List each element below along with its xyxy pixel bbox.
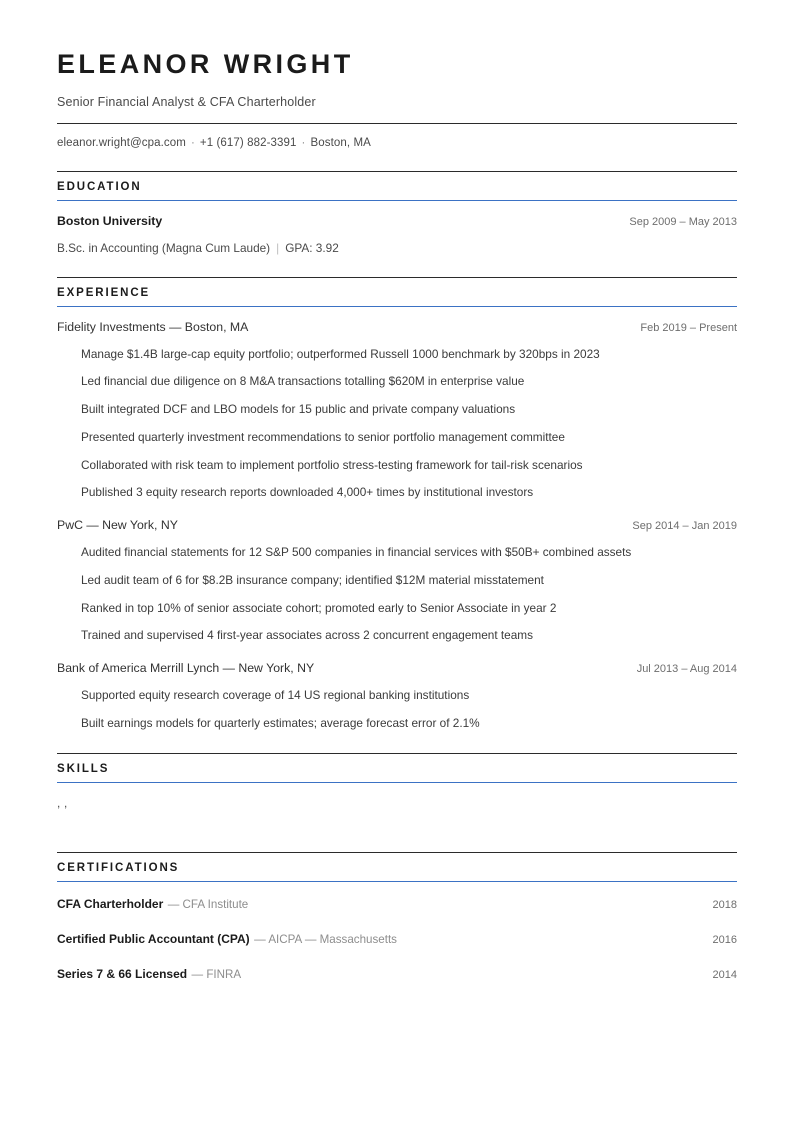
experience-date: Feb 2019 – Present bbox=[640, 321, 737, 334]
education-gpa: GPA: 3.92 bbox=[285, 240, 339, 255]
section-certifications bbox=[57, 852, 737, 983]
experience-entry-head bbox=[57, 518, 737, 532]
certification-issuer: — FINRA bbox=[191, 967, 242, 981]
experience-entry bbox=[57, 320, 737, 500]
contact-separator-1: · bbox=[190, 136, 195, 149]
experience-date: Jul 2013 – Aug 2014 bbox=[636, 663, 737, 676]
bullet-item: Trained and supervised 4 first-year associates across 2 concurrent engagement teams bbox=[81, 628, 534, 643]
skills-body bbox=[57, 783, 737, 830]
education-date: Sep 2009 – May 2013 bbox=[629, 215, 737, 228]
certification-row bbox=[57, 895, 737, 913]
bullet-item: Built earnings models for quarterly estimates; average forecast error of 2.1% bbox=[81, 715, 480, 730]
bullet-item: Audited financial statements for 12 S&P 500 companies in financial services with $50B+ combined assets bbox=[81, 545, 632, 560]
section-skills bbox=[57, 753, 737, 830]
certification-left bbox=[57, 930, 397, 948]
certification-year: 2014 bbox=[712, 968, 737, 981]
bullet-item: Presented quarterly investment recommendations to senior portfolio management committee bbox=[81, 429, 565, 444]
education-entries bbox=[57, 201, 737, 255]
certification-left bbox=[57, 895, 248, 913]
certification-row bbox=[57, 965, 737, 983]
contact-phone[interactable]: +1 (617) 882-3391 bbox=[199, 136, 297, 149]
contact-location: Boston, MA bbox=[310, 136, 371, 149]
education-entry bbox=[57, 214, 737, 255]
experience-date: Sep 2014 – Jan 2019 bbox=[632, 520, 737, 533]
education-degree: B.Sc. in Accounting (Magna Cum Laude) bbox=[57, 240, 271, 255]
candidate-name: ELEANOR WRIGHT bbox=[57, 49, 354, 79]
certification-year: 2018 bbox=[712, 898, 737, 911]
header-divider bbox=[57, 123, 737, 124]
education-divider: | bbox=[276, 240, 280, 255]
section-title-education: EDUCATION bbox=[57, 180, 142, 193]
skills-spacer bbox=[57, 812, 737, 830]
certification-row bbox=[57, 930, 737, 948]
bullet-item: Published 3 equity research reports downloaded 4,000+ times by institutional investors bbox=[81, 485, 534, 500]
resume-header bbox=[57, 44, 737, 149]
certification-name: CFA Charterholder bbox=[57, 896, 164, 911]
certification-year: 2016 bbox=[712, 933, 737, 946]
bullet-item: Ranked in top 10% of senior associate cohort; promoted early to Senior Associate in year 2 bbox=[81, 600, 557, 615]
experience-entry bbox=[57, 518, 737, 643]
experience-bullets bbox=[57, 347, 737, 500]
experience-entry bbox=[57, 661, 737, 730]
bullet-item: Built integrated DCF and LBO models for 15 public and private company valuations bbox=[81, 402, 516, 417]
experience-company: Bank of America Merrill Lynch — New York, NY bbox=[57, 661, 315, 676]
skills-list: , , bbox=[57, 795, 68, 810]
bullet-item: Led audit team of 6 for $8.2B insurance company; identified $12M material misstatement bbox=[81, 572, 544, 587]
section-title-skills: SKILLS bbox=[57, 762, 110, 775]
section-title-certifications: CERTIFICATIONS bbox=[57, 861, 180, 874]
certification-left bbox=[57, 965, 241, 983]
section-education bbox=[57, 171, 737, 255]
experience-entries bbox=[57, 307, 737, 731]
bullet-item: Manage $1.4B large-cap equity portfolio; outperformed Russell 1000 benchmark by 320bps in 2023 bbox=[81, 346, 600, 361]
certification-issuer: — CFA Institute bbox=[167, 897, 249, 911]
certification-issuer: — AICPA — Massachusetts bbox=[254, 932, 397, 946]
section-experience bbox=[57, 277, 737, 731]
certification-name: Series 7 & 66 Licensed bbox=[57, 966, 188, 981]
experience-company: Fidelity Investments — Boston, MA bbox=[57, 319, 249, 334]
experience-bullets bbox=[57, 688, 737, 730]
experience-entry-head bbox=[57, 661, 737, 675]
bullet-item: Collaborated with risk team to implement portfolio stress-testing framework for tail-risk scenarios bbox=[81, 457, 583, 472]
bullet-item: Led financial due diligence on 8 M&A transactions totalling $620M in enterprise value bbox=[81, 374, 525, 389]
experience-entry-head bbox=[57, 320, 737, 334]
certification-entries bbox=[57, 882, 737, 983]
education-school: Boston University bbox=[57, 213, 163, 228]
contact-line bbox=[57, 137, 737, 149]
experience-bullets bbox=[57, 545, 737, 643]
contact-separator-2: · bbox=[301, 136, 306, 149]
candidate-headline: Senior Financial Analyst & CFA Charterholder bbox=[57, 94, 316, 109]
contact-email[interactable]: eleanor.wright@cpa.com bbox=[57, 136, 186, 149]
certification-name: Certified Public Accountant (CPA) bbox=[57, 931, 250, 946]
bullet-item: Supported equity research coverage of 14 US regional banking institutions bbox=[81, 688, 470, 703]
experience-company: PwC — New York, NY bbox=[57, 518, 178, 533]
section-title-experience: EXPERIENCE bbox=[57, 286, 151, 299]
education-entry-head bbox=[57, 214, 737, 228]
education-detail bbox=[57, 241, 737, 255]
